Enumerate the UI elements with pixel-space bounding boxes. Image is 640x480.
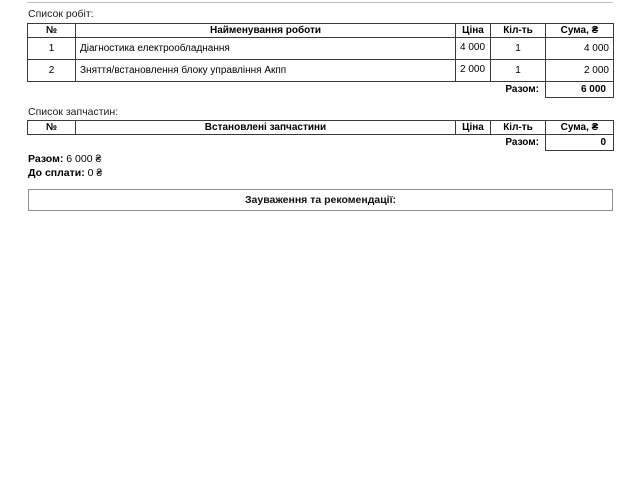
summary-total-value: 6 000 ₴ [66, 153, 102, 165]
summary-block [28, 152, 102, 180]
remarks-box [28, 189, 613, 211]
works-row-2-qty: 1 [491, 60, 546, 82]
works-row-2-num: 2 [28, 60, 76, 82]
works-row-1-name: Діагностика електрообладнання [76, 38, 456, 60]
works-header-num: № [28, 24, 76, 38]
works-row-1-price: 4 000 [456, 38, 491, 60]
works-total-row [28, 82, 614, 98]
works-row-1-num: 1 [28, 38, 76, 60]
parts-header-name: Встановлені запчастини [76, 121, 456, 135]
works-section-label: Список робіт: [28, 8, 94, 20]
parts-total-spacer [28, 135, 491, 151]
summary-due-row [28, 166, 102, 180]
works-row-1-sum: 4 000 [546, 38, 614, 60]
summary-due-value: 0 ₴ [87, 167, 103, 179]
top-divider [27, 2, 613, 3]
works-header-sum: Сума, ₴ [546, 24, 614, 38]
parts-table [27, 120, 614, 151]
summary-total-row [28, 152, 102, 166]
remarks-title: Зауваження та рекомендації: [244, 194, 397, 206]
parts-total-label: Разом: [505, 136, 539, 148]
works-row-2-sum: 2 000 [546, 60, 614, 82]
summary-total-label: Разом: [28, 153, 64, 165]
works-row-1-qty: 1 [491, 38, 546, 60]
works-header-name: Найменування роботи [76, 24, 456, 38]
summary-due-label: До сплати: [28, 167, 85, 179]
parts-header-price: Ціна [456, 121, 491, 135]
parts-section-label: Список запчастин: [28, 106, 119, 118]
works-row-2-price: 2 000 [456, 60, 491, 82]
parts-total-value: 0 [546, 135, 614, 151]
parts-header-num: № [28, 121, 76, 135]
works-table [27, 23, 614, 98]
works-row-2-name: Зняття/встановлення блоку управління Акпп [76, 60, 456, 82]
works-table-header-row [28, 24, 614, 38]
parts-header-sum: Сума, ₴ [546, 121, 614, 135]
works-header-qty: Кіл-ть [491, 24, 546, 38]
parts-header-qty: Кіл-ть [491, 121, 546, 135]
table-row [28, 38, 614, 60]
works-total-value: 6 000 [546, 82, 614, 98]
works-total-label: Разом: [505, 83, 539, 95]
parts-table-header-row [28, 121, 614, 135]
works-total-spacer [28, 82, 491, 98]
table-row [28, 60, 614, 82]
works-header-price: Ціна [456, 24, 491, 38]
parts-total-row [28, 135, 614, 151]
